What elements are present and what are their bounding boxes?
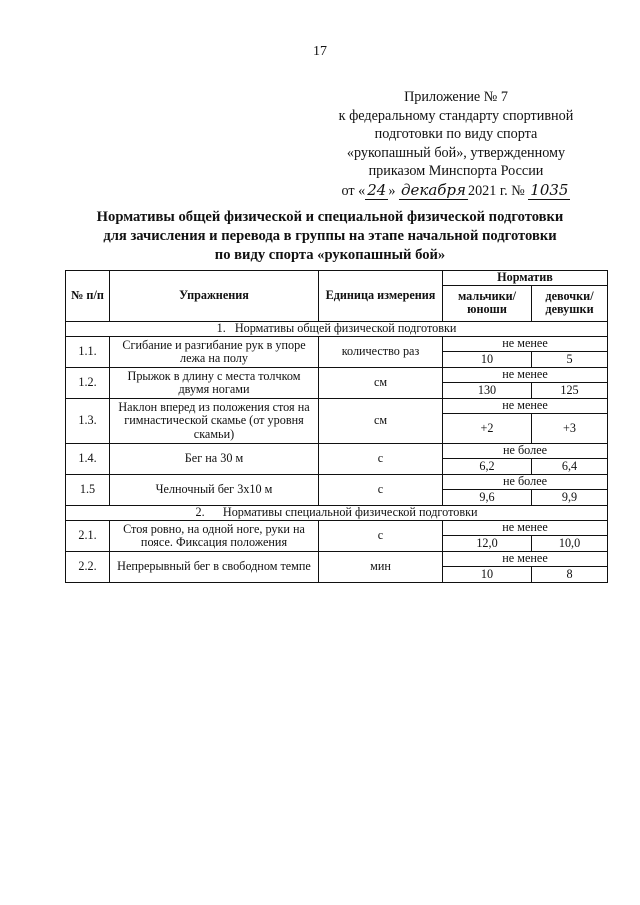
table-body	[66, 322, 608, 583]
date-year: 2021 г. №	[467, 182, 525, 199]
table-row	[66, 337, 608, 352]
appendix-line: «рукопашный бой», утвержденному	[346, 144, 566, 161]
value-boys: 10	[443, 567, 532, 583]
value-girls: 9,9	[532, 490, 608, 506]
unit-cell: см	[319, 399, 443, 444]
row-number: 2.2.	[66, 552, 110, 583]
value-girls: 8	[532, 567, 608, 583]
value-girls: 10,0	[532, 536, 608, 552]
section-row	[66, 322, 608, 337]
exercise-name: Прыжок в длину с места толчком двумя ногами	[110, 368, 319, 399]
date-month: декабря	[400, 180, 466, 199]
norm-condition: не менее	[443, 368, 608, 383]
header-norm: Норматив	[443, 271, 608, 286]
value-girls: +3	[532, 414, 608, 444]
row-number: 2.1.	[66, 521, 110, 552]
row-number: 1.5	[66, 475, 110, 506]
appendix-line: подготовки по виду спорта	[374, 126, 538, 143]
appendix-title: Приложение № 7	[404, 89, 508, 105]
value-girls: 125	[532, 383, 608, 399]
table-row	[66, 399, 608, 414]
unit-cell: см	[319, 368, 443, 399]
row-number: 1.4.	[66, 444, 110, 475]
page-number: 17	[313, 44, 327, 59]
table-row	[66, 475, 608, 490]
norm-condition: не менее	[443, 337, 608, 352]
title-line: по виду спорта «рукопашный бой»	[214, 246, 446, 263]
exercise-name: Непрерывный бег в свободном темпе	[110, 552, 319, 583]
section-row	[66, 506, 608, 521]
header-num: № п/п	[66, 271, 110, 322]
exercise-name: Стоя ровно, на одной ноге, руки на поясе. Фиксация положения	[110, 521, 319, 552]
row-number: 1.3.	[66, 399, 110, 444]
section-title: 1. Нормативы общей физической подготовки	[66, 322, 608, 337]
exercise-name: Челночный бег 3х10 м	[110, 475, 319, 506]
table-row	[66, 552, 608, 567]
appendix-line: к федеральному стандарту спортивной	[338, 107, 574, 124]
norm-condition: не более	[443, 444, 608, 459]
date-prefix: от «	[341, 182, 366, 199]
exercise-name: Бег на 30 м	[110, 444, 319, 475]
document-title	[60, 208, 600, 264]
order-number: 1035	[530, 180, 569, 199]
section-title: 2. Нормативы специальной физической подготовки	[66, 506, 608, 521]
row-number: 1.1.	[66, 337, 110, 368]
norm-condition: не менее	[443, 552, 608, 567]
unit-cell: с	[319, 444, 443, 475]
unit-cell: количество раз	[319, 337, 443, 368]
header-exercises: Упражнения	[110, 271, 319, 322]
header-girls: девочки/ девушки	[532, 285, 608, 321]
unit-cell: мин	[319, 552, 443, 583]
norm-condition: не более	[443, 475, 608, 490]
exercise-name: Наклон вперед из положения стоя на гимнастической скамье (от уровня скамьи)	[110, 399, 319, 444]
row-number: 1.2.	[66, 368, 110, 399]
value-boys: 6,2	[443, 459, 532, 475]
exercise-name: Сгибание и разгибание рук в упоре лежа на полу	[110, 337, 319, 368]
table-row	[66, 444, 608, 459]
table-row	[66, 521, 608, 536]
value-boys: +2	[443, 414, 532, 444]
norms-table	[65, 270, 608, 583]
norm-condition: не менее	[443, 521, 608, 536]
appendix-header	[306, 88, 606, 201]
value-boys: 130	[443, 383, 532, 399]
unit-cell: с	[319, 475, 443, 506]
header-boys: мальчики/ юноши	[443, 285, 532, 321]
value-boys: 10	[443, 352, 532, 368]
value-girls: 5	[532, 352, 608, 368]
header-unit: Единица измерения	[319, 271, 443, 322]
title-line: для зачисления и перевода в группы на этапе начальной подготовки	[103, 227, 557, 244]
date-day: 24	[367, 180, 387, 199]
value-girls: 6,4	[532, 459, 608, 475]
norm-condition: не менее	[443, 399, 608, 414]
appendix-line: приказом Минспорта России	[368, 163, 544, 180]
value-boys: 12,0	[443, 536, 532, 552]
title-line: Нормативы общей физической и специальной физической подготовки	[96, 209, 564, 225]
unit-cell: с	[319, 521, 443, 552]
table-row	[66, 368, 608, 383]
value-boys: 9,6	[443, 490, 532, 506]
date-mid: »	[388, 182, 396, 199]
order-date-line	[306, 181, 606, 201]
